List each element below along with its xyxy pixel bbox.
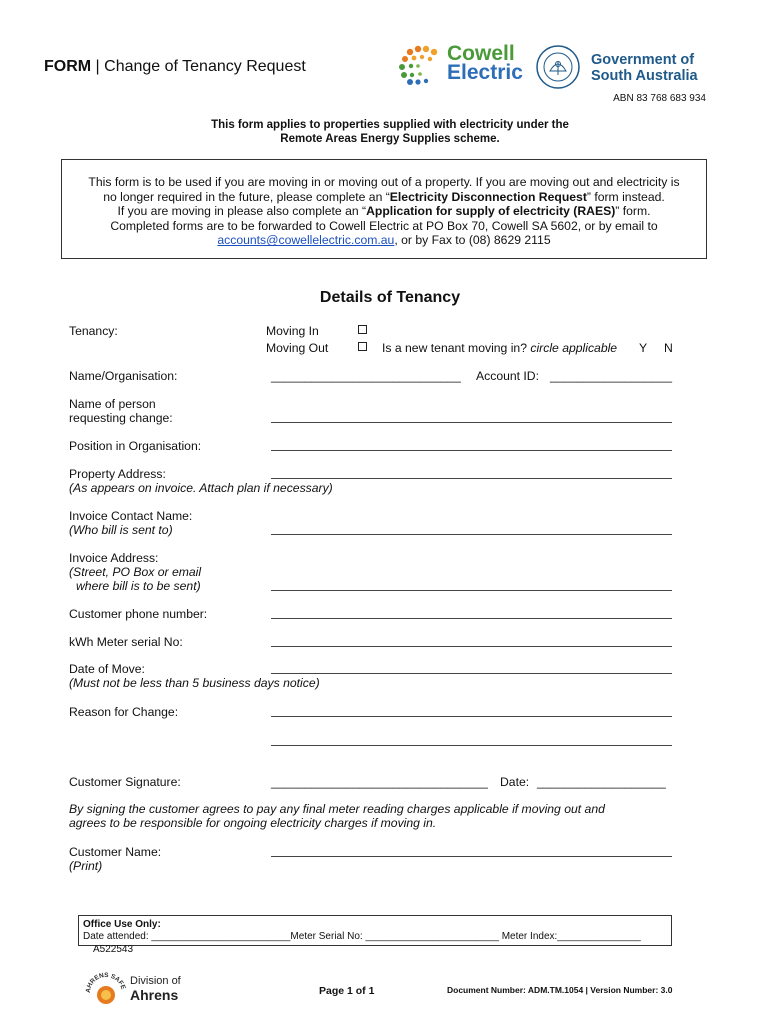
- property-note: (As appears on invoice. Attach plan if necessary): [69, 481, 333, 495]
- info-line-4: Completed forms are to be forwarded to Cowell Electric at PO Box 70, Cowell SA 5602, or by email to: [110, 218, 658, 233]
- new-tenant-q-text: Is a new tenant moving in?: [382, 341, 531, 355]
- details-heading: Details of Tenancy: [319, 289, 461, 306]
- info-line-3a: If you are moving in please also complete an “: [117, 204, 367, 219]
- invoice-contact-field[interactable]: [271, 534, 672, 535]
- agreement-line-1: By signing the customer agrees to pay any final meter reading charges applicable if moving out and: [69, 802, 605, 816]
- reason-field-1[interactable]: [271, 716, 672, 717]
- email-link[interactable]: accounts@cowellelectric.com.au: [217, 233, 395, 248]
- cowell-electric-logo-icon: [398, 44, 444, 86]
- customer-name-label: [69, 845, 161, 873]
- form-word: FORM: [44, 58, 92, 75]
- moving-out-label: Moving Out: [266, 341, 329, 355]
- cowell-electric-wordmark: [447, 44, 523, 82]
- position-field[interactable]: [271, 450, 672, 451]
- account-id-label: Account ID:: [476, 369, 539, 383]
- name-org-field[interactable]: ____________________________: [271, 369, 461, 383]
- yes-option[interactable]: Y: [639, 341, 648, 355]
- customer-name-field[interactable]: [271, 856, 672, 857]
- meter-label: kWh Meter serial No:: [69, 635, 183, 649]
- invoice-address-note-2: where bill is to be sent): [76, 579, 201, 593]
- tenancy-label: Tenancy:: [69, 324, 118, 338]
- invoice-address-label: [69, 551, 201, 593]
- info-line-2c: ” form instead.: [586, 189, 665, 204]
- name-org-label: Name/Organisation:: [69, 369, 178, 383]
- customer-name-note: (Print): [69, 859, 103, 873]
- date-field[interactable]: ___________________: [537, 775, 666, 789]
- date-move-field[interactable]: [271, 673, 672, 674]
- property-label: [69, 467, 333, 495]
- position-label: Position in Organisation:: [69, 439, 202, 453]
- phone-field[interactable]: [271, 618, 672, 619]
- info-line-2a: no longer required in the future, please complete an “: [103, 189, 390, 204]
- date-move-note: (Must not be less than 5 business days notice): [69, 676, 320, 690]
- office-use-box: [78, 915, 672, 946]
- electric-word: Electric: [447, 61, 523, 84]
- reason-field-2[interactable]: [271, 745, 672, 746]
- person-label-1: Name of person: [69, 397, 156, 411]
- date-label: Date:: [500, 775, 530, 789]
- property-field[interactable]: [271, 478, 672, 479]
- phone-label: Customer phone number:: [69, 607, 208, 621]
- invoice-contact-note: (Who bill is sent to): [69, 523, 173, 537]
- reference-number: A522543: [93, 944, 134, 955]
- info-line-1: This form is to be used if you are moving in or moving out of a property. If you are moving out and electricity is: [88, 175, 680, 189]
- info-line-3: [66, 204, 702, 219]
- gov-line-1: Government of: [591, 52, 695, 68]
- invoice-contact-text: Invoice Contact Name:: [69, 509, 193, 523]
- customer-name-text: Customer Name:: [69, 845, 162, 859]
- intro-statement: [0, 118, 770, 146]
- ahrens-ring-text: AHRENS SAFE: [84, 971, 127, 994]
- date-move-label: [69, 662, 320, 690]
- government-wordmark: [591, 52, 698, 84]
- agreement-note: [69, 802, 689, 830]
- no-option[interactable]: N: [664, 341, 673, 355]
- office-use-title: Office Use Only:: [83, 919, 161, 930]
- account-id-field[interactable]: __________________: [550, 369, 673, 383]
- property-label-text: Property Address:: [69, 467, 166, 481]
- info-line-2: [66, 190, 702, 205]
- person-label-2: requesting change:: [69, 411, 173, 425]
- moving-out-checkbox[interactable]: [358, 342, 367, 351]
- intro-line-2: Remote Areas Energy Supplies scheme.: [280, 133, 500, 145]
- moving-in-label: Moving In: [266, 324, 319, 338]
- date-move-text: Date of Move:: [69, 662, 145, 676]
- info-line-3c: ” form.: [615, 204, 651, 219]
- signature-label: Customer Signature:: [69, 775, 181, 789]
- form-title-text: | Change of Tenancy Request: [91, 58, 306, 75]
- circle-applicable: circle applicable: [530, 341, 618, 355]
- instructions-box: [61, 159, 707, 259]
- new-tenant-question: [382, 341, 617, 355]
- signature-field[interactable]: ________________________________: [271, 775, 488, 789]
- supply-form-name: Application for supply of electricity (RAES): [366, 204, 616, 219]
- person-label: [69, 397, 173, 425]
- office-use-fields: Date attended: _________________________Meter Serial No: ________________________ Meter Index:_______________: [83, 931, 641, 942]
- info-line-5b: , or by Fax to (08) 8629 2115: [394, 233, 551, 248]
- ahrens-logo-icon: [84, 969, 128, 1007]
- info-line-5: [66, 233, 702, 248]
- person-field[interactable]: [271, 422, 672, 423]
- gov-line-2: South Australia: [591, 68, 698, 84]
- south-australia-seal-icon: [536, 45, 580, 89]
- intro-line-1: This form applies to properties supplied with electricity under the: [211, 119, 569, 131]
- invoice-contact-label: [69, 509, 192, 537]
- invoice-address-field[interactable]: [271, 590, 672, 591]
- division-of-text: Division of: [130, 975, 181, 987]
- moving-in-checkbox[interactable]: [358, 325, 367, 334]
- abn-number: ABN 83 768 683 934: [613, 93, 706, 104]
- agreement-line-2: agrees to be responsible for ongoing electricity charges if moving in.: [69, 816, 437, 830]
- disconnection-form-name: Electricity Disconnection Request: [389, 189, 587, 204]
- page-number: Page 1 of 1: [319, 985, 375, 997]
- reason-label: Reason for Change:: [69, 705, 179, 719]
- invoice-address-text: Invoice Address:: [69, 551, 159, 565]
- form-title: [44, 58, 306, 76]
- ahrens-wordmark: [130, 974, 181, 1002]
- invoice-address-note-1: (Street, PO Box or email: [69, 565, 202, 579]
- ahrens-text: Ahrens: [130, 987, 179, 1003]
- document-number: Document Number: ADM.TM.1054 | Version Number: 3.0: [447, 985, 673, 995]
- meter-field[interactable]: [271, 646, 672, 647]
- cowell-word: Cowell: [447, 42, 515, 65]
